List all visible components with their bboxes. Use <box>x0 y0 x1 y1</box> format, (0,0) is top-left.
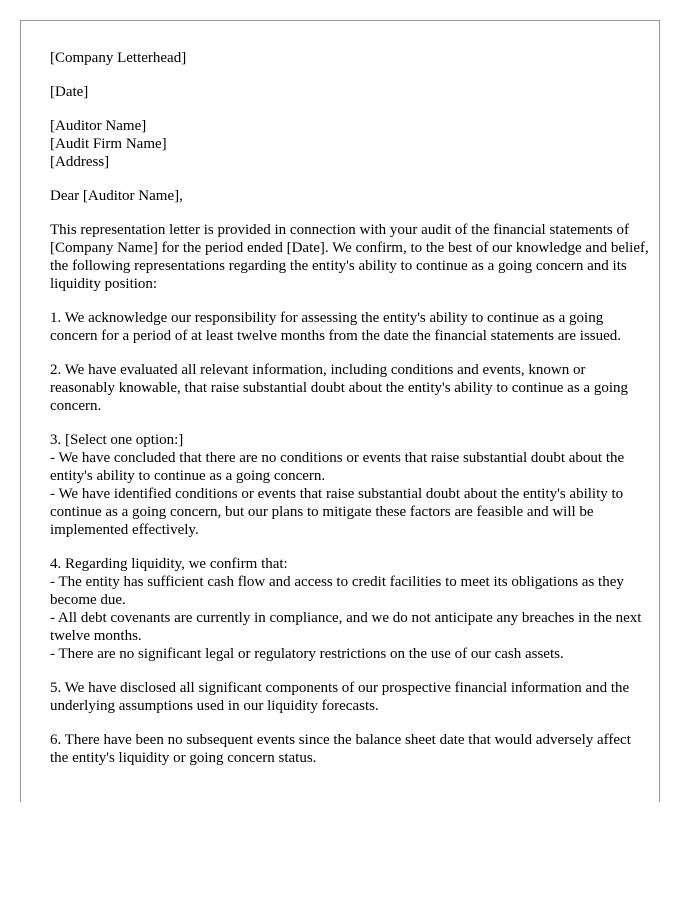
item-3-heading: 3. [Select one option:] <box>50 432 184 448</box>
recipient-address: [Address] <box>50 154 110 170</box>
representation-item-5: 5. We have disclosed all significant components of our prospective financial information and the underlying assumptions used in our liquidity forecasts. <box>50 680 630 714</box>
letter-date: [Date] <box>50 84 89 100</box>
item-3-option-1: - We have concluded that there are no conditions or events that raise substantial doubt about the entity's ability to continue as a going concern. <box>50 450 625 484</box>
item-4-point-2: - All debt covenants are currently in compliance, and we do not anticipate any breaches in the next twelve months. <box>50 610 642 644</box>
representation-item-3 <box>50 431 650 539</box>
letter-body <box>50 49 650 783</box>
audit-firm-name: [Audit Firm Name] <box>50 136 167 152</box>
letter-page <box>20 20 660 802</box>
representation-item-1: 1. We acknowledge our responsibility for assessing the entity's ability to continue as a going concern for a period of at least twelve months from the date the financial statements are issued. <box>50 310 622 344</box>
company-letterhead: [Company Letterhead] <box>50 50 187 66</box>
intro-paragraph: This representation letter is provided in connection with your audit of the financial statements of [Company Name] for the period ended [Date]. We confirm, to the best of our knowledge and belief, the following representations regarding the entity's ability to continue as a going concern and its liquidity position: <box>50 222 649 292</box>
representation-item-4 <box>50 555 650 663</box>
representation-item-2: 2. We have evaluated all relevant information, including conditions and events, known or reasonably knowable, that raise substantial doubt about the entity's ability to continue as a going concern. <box>50 362 628 414</box>
auditor-name: [Auditor Name] <box>50 118 147 134</box>
salutation: Dear [Auditor Name], <box>50 188 183 204</box>
item-4-heading: 4. Regarding liquidity, we confirm that: <box>50 556 288 572</box>
item-3-option-2: - We have identified conditions or events that raise substantial doubt about the entity's ability to continue as a going concern, but our plans to mitigate these factors are feasible and will be implemented effectively. <box>50 486 624 538</box>
representation-item-6: 6. There have been no subsequent events since the balance sheet date that would adversely affect the entity's liquidity or going concern status. <box>50 732 631 766</box>
item-4-point-1: - The entity has sufficient cash flow and access to credit facilities to meet its obligations as they become due. <box>50 574 624 608</box>
item-4-point-3: - There are no significant legal or regulatory restrictions on the use of our cash assets. <box>50 646 564 662</box>
recipient-address-block <box>50 117 650 171</box>
